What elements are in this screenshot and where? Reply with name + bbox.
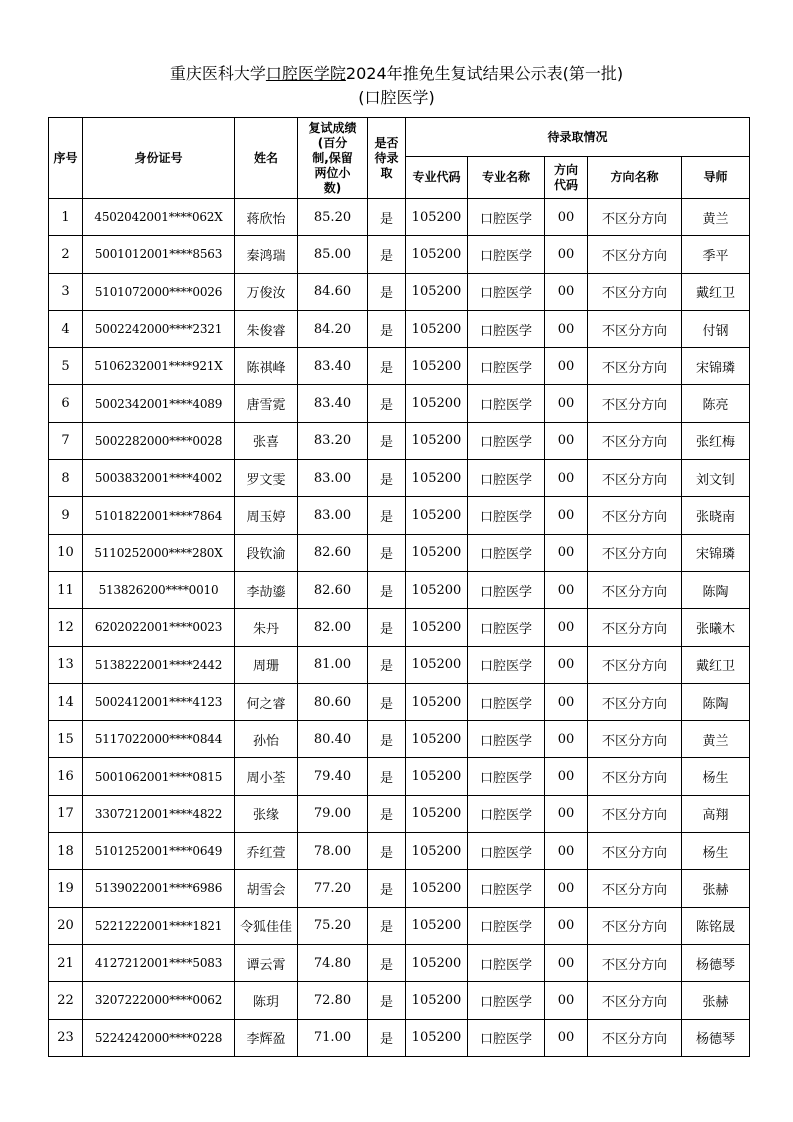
cell-pending: 是 xyxy=(368,870,406,907)
header-dir-code-line: 代码 xyxy=(553,177,578,192)
cell-id: 5002342001****4089 xyxy=(83,385,235,422)
title-suffix: 2024年推免生复试结果公示表(第一批) xyxy=(345,64,624,83)
cell-major-code: 105200 xyxy=(406,422,468,459)
cell-dir-name: 不区分方向 xyxy=(588,758,682,795)
cell-seq: 2 xyxy=(49,236,83,273)
cell-seq: 18 xyxy=(49,833,83,870)
cell-tutor: 刘文钊 xyxy=(682,460,750,497)
cell-pending: 是 xyxy=(368,422,406,459)
cell-major-code: 105200 xyxy=(406,497,468,534)
cell-dir-code: 00 xyxy=(545,273,588,310)
cell-pending: 是 xyxy=(368,460,406,497)
cell-pending: 是 xyxy=(368,646,406,683)
cell-name: 蒋欣怡 xyxy=(235,199,298,236)
cell-dir-name: 不区分方向 xyxy=(588,833,682,870)
cell-major-name: 口腔医学 xyxy=(468,199,545,236)
cell-seq: 20 xyxy=(49,907,83,944)
cell-dir-name: 不区分方向 xyxy=(588,236,682,273)
cell-seq: 13 xyxy=(49,646,83,683)
cell-dir-code: 00 xyxy=(545,497,588,534)
cell-tutor: 张晓南 xyxy=(682,497,750,534)
cell-major-code: 105200 xyxy=(406,833,468,870)
cell-seq: 17 xyxy=(49,795,83,832)
cell-major-name: 口腔医学 xyxy=(468,236,545,273)
header-pending-line: 待录 xyxy=(374,150,399,165)
cell-dir-code: 00 xyxy=(545,795,588,832)
cell-dir-code: 00 xyxy=(545,310,588,347)
header-score-line: 制,保留 xyxy=(312,150,353,165)
cell-major-name: 口腔医学 xyxy=(468,982,545,1019)
cell-seq: 22 xyxy=(49,982,83,1019)
header-score-line: 数) xyxy=(323,180,342,195)
header-major-name: 专业名称 xyxy=(468,157,545,199)
cell-pending: 是 xyxy=(368,310,406,347)
cell-id: 5221222001****1821 xyxy=(83,907,235,944)
table-row xyxy=(49,497,750,534)
cell-tutor: 付钢 xyxy=(682,310,750,347)
cell-tutor: 陈亮 xyxy=(682,385,750,422)
cell-major-code: 105200 xyxy=(406,870,468,907)
cell-major-code: 105200 xyxy=(406,907,468,944)
cell-score: 75.20 xyxy=(298,907,368,944)
cell-pending: 是 xyxy=(368,385,406,422)
cell-id: 513826200****0010 xyxy=(83,571,235,608)
table-row xyxy=(49,721,750,758)
cell-pending: 是 xyxy=(368,236,406,273)
table-row xyxy=(49,385,750,422)
cell-seq: 15 xyxy=(49,721,83,758)
cell-dir-code: 00 xyxy=(545,907,588,944)
cell-tutor: 高翔 xyxy=(682,795,750,832)
cell-dir-code: 00 xyxy=(545,422,588,459)
cell-score: 82.60 xyxy=(298,534,368,571)
cell-tutor: 黄兰 xyxy=(682,199,750,236)
cell-dir-code: 00 xyxy=(545,1019,588,1056)
cell-major-name: 口腔医学 xyxy=(468,348,545,385)
header-dir-code-line: 方向 xyxy=(553,162,578,177)
cell-name: 周小荃 xyxy=(235,758,298,795)
cell-id: 5117022000****0844 xyxy=(83,721,235,758)
table-row xyxy=(49,609,750,646)
table-row xyxy=(49,795,750,832)
cell-score: 71.00 xyxy=(298,1019,368,1056)
header-score-line: (百分 xyxy=(317,135,348,150)
cell-major-code: 105200 xyxy=(406,721,468,758)
cell-id: 5224242000****0228 xyxy=(83,1019,235,1056)
cell-id: 5101072000****0026 xyxy=(83,273,235,310)
cell-dir-name: 不区分方向 xyxy=(588,385,682,422)
cell-tutor: 杨生 xyxy=(682,833,750,870)
cell-major-name: 口腔医学 xyxy=(468,609,545,646)
page-title xyxy=(0,64,793,84)
cell-dir-name: 不区分方向 xyxy=(588,870,682,907)
cell-tutor: 戴红卫 xyxy=(682,646,750,683)
cell-tutor: 陈铭晟 xyxy=(682,907,750,944)
cell-dir-name: 不区分方向 xyxy=(588,534,682,571)
cell-name: 段钦渝 xyxy=(235,534,298,571)
cell-score: 79.00 xyxy=(298,795,368,832)
cell-name: 唐雪霓 xyxy=(235,385,298,422)
header-id: 身份证号 xyxy=(83,118,235,199)
table-row xyxy=(49,982,750,1019)
cell-dir-code: 00 xyxy=(545,870,588,907)
cell-major-name: 口腔医学 xyxy=(468,1019,545,1056)
cell-tutor: 陈陶 xyxy=(682,571,750,608)
cell-tutor: 张曦木 xyxy=(682,609,750,646)
cell-pending: 是 xyxy=(368,199,406,236)
cell-pending: 是 xyxy=(368,795,406,832)
cell-name: 周玉婷 xyxy=(235,497,298,534)
cell-id: 5001012001****8563 xyxy=(83,236,235,273)
cell-dir-name: 不区分方向 xyxy=(588,795,682,832)
cell-pending: 是 xyxy=(368,982,406,1019)
table-row xyxy=(49,348,750,385)
cell-seq: 11 xyxy=(49,571,83,608)
cell-major-name: 口腔医学 xyxy=(468,385,545,422)
table-row xyxy=(49,907,750,944)
cell-name: 朱俊睿 xyxy=(235,310,298,347)
cell-major-code: 105200 xyxy=(406,571,468,608)
cell-dir-code: 00 xyxy=(545,534,588,571)
cell-dir-code: 00 xyxy=(545,944,588,981)
cell-tutor: 陈陶 xyxy=(682,683,750,720)
cell-tutor: 张赫 xyxy=(682,870,750,907)
cell-seq: 10 xyxy=(49,534,83,571)
cell-score: 84.60 xyxy=(298,273,368,310)
table-row xyxy=(49,683,750,720)
cell-major-name: 口腔医学 xyxy=(468,273,545,310)
cell-id: 5001062001****0815 xyxy=(83,758,235,795)
cell-dir-code: 00 xyxy=(545,609,588,646)
cell-dir-name: 不区分方向 xyxy=(588,460,682,497)
cell-id: 5003832001****4002 xyxy=(83,460,235,497)
cell-score: 83.20 xyxy=(298,422,368,459)
cell-dir-name: 不区分方向 xyxy=(588,646,682,683)
cell-name: 秦鸿瑞 xyxy=(235,236,298,273)
cell-name: 令狐佳佳 xyxy=(235,907,298,944)
cell-name: 朱丹 xyxy=(235,609,298,646)
cell-name: 孙怡 xyxy=(235,721,298,758)
cell-tutor: 张赫 xyxy=(682,982,750,1019)
cell-id: 3207222000****0062 xyxy=(83,982,235,1019)
cell-score: 80.40 xyxy=(298,721,368,758)
cell-pending: 是 xyxy=(368,609,406,646)
cell-major-code: 105200 xyxy=(406,385,468,422)
cell-score: 80.60 xyxy=(298,683,368,720)
table-row xyxy=(49,534,750,571)
table-row xyxy=(49,646,750,683)
header-seq: 序号 xyxy=(49,118,83,199)
cell-score: 83.00 xyxy=(298,460,368,497)
cell-dir-name: 不区分方向 xyxy=(588,1019,682,1056)
cell-dir-name: 不区分方向 xyxy=(588,609,682,646)
cell-score: 72.80 xyxy=(298,982,368,1019)
cell-score: 83.40 xyxy=(298,348,368,385)
cell-seq: 1 xyxy=(49,199,83,236)
cell-name: 周珊 xyxy=(235,646,298,683)
cell-dir-code: 00 xyxy=(545,683,588,720)
cell-major-code: 105200 xyxy=(406,460,468,497)
header-pending-line: 是否 xyxy=(374,135,399,150)
cell-seq: 16 xyxy=(49,758,83,795)
header-score-line: 复试成绩 xyxy=(308,120,357,135)
cell-major-code: 105200 xyxy=(406,236,468,273)
cell-major-name: 口腔医学 xyxy=(468,571,545,608)
cell-pending: 是 xyxy=(368,571,406,608)
header-pending-line: 取 xyxy=(380,165,393,180)
cell-major-name: 口腔医学 xyxy=(468,795,545,832)
cell-seq: 3 xyxy=(49,273,83,310)
page-subtitle: (口腔医学) xyxy=(358,88,435,107)
cell-seq: 12 xyxy=(49,609,83,646)
cell-dir-name: 不区分方向 xyxy=(588,199,682,236)
cell-id: 5002412001****4123 xyxy=(83,683,235,720)
cell-name: 谭云霄 xyxy=(235,944,298,981)
table-row xyxy=(49,273,750,310)
cell-major-name: 口腔医学 xyxy=(468,870,545,907)
cell-pending: 是 xyxy=(368,944,406,981)
cell-major-code: 105200 xyxy=(406,348,468,385)
cell-name: 李劼鎏 xyxy=(235,571,298,608)
cell-major-code: 105200 xyxy=(406,982,468,1019)
cell-seq: 7 xyxy=(49,422,83,459)
cell-tutor: 张红梅 xyxy=(682,422,750,459)
cell-dir-name: 不区分方向 xyxy=(588,273,682,310)
table-row xyxy=(49,571,750,608)
cell-major-name: 口腔医学 xyxy=(468,758,545,795)
cell-score: 78.00 xyxy=(298,833,368,870)
cell-tutor: 杨德琴 xyxy=(682,944,750,981)
table-row xyxy=(49,460,750,497)
header-score-line: 两位小 xyxy=(314,165,351,180)
cell-tutor: 杨德琴 xyxy=(682,1019,750,1056)
table-row xyxy=(49,833,750,870)
cell-tutor: 季平 xyxy=(682,236,750,273)
cell-tutor: 黄兰 xyxy=(682,721,750,758)
cell-score: 84.20 xyxy=(298,310,368,347)
header-group: 待录取情况 xyxy=(406,118,750,157)
cell-name: 张喜 xyxy=(235,422,298,459)
cell-major-name: 口腔医学 xyxy=(468,833,545,870)
cell-id: 5139022001****6986 xyxy=(83,870,235,907)
cell-major-code: 105200 xyxy=(406,944,468,981)
cell-major-name: 口腔医学 xyxy=(468,310,545,347)
table-row xyxy=(49,199,750,236)
cell-score: 74.80 xyxy=(298,944,368,981)
cell-dir-name: 不区分方向 xyxy=(588,310,682,347)
cell-major-code: 105200 xyxy=(406,758,468,795)
cell-name: 乔红萱 xyxy=(235,833,298,870)
results-table-body xyxy=(49,199,750,1057)
cell-id: 5002282000****0028 xyxy=(83,422,235,459)
cell-major-name: 口腔医学 xyxy=(468,460,545,497)
cell-major-code: 105200 xyxy=(406,795,468,832)
cell-pending: 是 xyxy=(368,683,406,720)
cell-name: 胡雪会 xyxy=(235,870,298,907)
cell-id: 5002242000****2321 xyxy=(83,310,235,347)
cell-dir-name: 不区分方向 xyxy=(588,683,682,720)
cell-score: 83.00 xyxy=(298,497,368,534)
table-row xyxy=(49,758,750,795)
cell-tutor: 宋锦璘 xyxy=(682,534,750,571)
cell-dir-name: 不区分方向 xyxy=(588,571,682,608)
cell-score: 82.00 xyxy=(298,609,368,646)
cell-tutor: 宋锦璘 xyxy=(682,348,750,385)
cell-major-code: 105200 xyxy=(406,310,468,347)
cell-pending: 是 xyxy=(368,833,406,870)
header-tutor: 导师 xyxy=(682,157,750,199)
header-dir-name: 方向名称 xyxy=(588,157,682,199)
cell-name: 何之睿 xyxy=(235,683,298,720)
cell-dir-name: 不区分方向 xyxy=(588,982,682,1019)
header-dir-code xyxy=(545,157,588,199)
cell-pending: 是 xyxy=(368,721,406,758)
cell-dir-name: 不区分方向 xyxy=(588,907,682,944)
cell-score: 81.00 xyxy=(298,646,368,683)
cell-dir-code: 00 xyxy=(545,571,588,608)
cell-id: 5110252000****280X xyxy=(83,534,235,571)
cell-dir-name: 不区分方向 xyxy=(588,721,682,758)
cell-dir-code: 00 xyxy=(545,646,588,683)
cell-major-name: 口腔医学 xyxy=(468,721,545,758)
cell-major-code: 105200 xyxy=(406,199,468,236)
cell-seq: 5 xyxy=(49,348,83,385)
cell-seq: 14 xyxy=(49,683,83,720)
cell-major-code: 105200 xyxy=(406,646,468,683)
cell-dir-code: 00 xyxy=(545,348,588,385)
cell-pending: 是 xyxy=(368,273,406,310)
cell-dir-name: 不区分方向 xyxy=(588,422,682,459)
cell-seq: 9 xyxy=(49,497,83,534)
cell-dir-code: 00 xyxy=(545,385,588,422)
cell-seq: 6 xyxy=(49,385,83,422)
cell-score: 77.20 xyxy=(298,870,368,907)
cell-id: 4127212001****5083 xyxy=(83,944,235,981)
cell-name: 万俊汝 xyxy=(235,273,298,310)
cell-id: 5101822001****7864 xyxy=(83,497,235,534)
cell-name: 李辉盈 xyxy=(235,1019,298,1056)
cell-score: 85.20 xyxy=(298,199,368,236)
cell-major-name: 口腔医学 xyxy=(468,534,545,571)
cell-pending: 是 xyxy=(368,907,406,944)
cell-dir-code: 00 xyxy=(545,199,588,236)
cell-pending: 是 xyxy=(368,1019,406,1056)
cell-id: 5106232001****921X xyxy=(83,348,235,385)
cell-dir-name: 不区分方向 xyxy=(588,348,682,385)
cell-tutor: 杨生 xyxy=(682,758,750,795)
table-row xyxy=(49,1019,750,1056)
cell-seq: 23 xyxy=(49,1019,83,1056)
table-row xyxy=(49,870,750,907)
cell-dir-code: 00 xyxy=(545,982,588,1019)
cell-score: 85.00 xyxy=(298,236,368,273)
cell-dir-name: 不区分方向 xyxy=(588,944,682,981)
cell-major-code: 105200 xyxy=(406,1019,468,1056)
table-row xyxy=(49,422,750,459)
cell-pending: 是 xyxy=(368,348,406,385)
cell-seq: 8 xyxy=(49,460,83,497)
cell-dir-name: 不区分方向 xyxy=(588,497,682,534)
cell-dir-code: 00 xyxy=(545,236,588,273)
cell-id: 5101252001****0649 xyxy=(83,833,235,870)
results-table xyxy=(48,117,750,1057)
cell-seq: 19 xyxy=(49,870,83,907)
cell-seq: 21 xyxy=(49,944,83,981)
table-row xyxy=(49,310,750,347)
cell-pending: 是 xyxy=(368,758,406,795)
cell-tutor: 戴红卫 xyxy=(682,273,750,310)
cell-score: 79.40 xyxy=(298,758,368,795)
cell-major-code: 105200 xyxy=(406,609,468,646)
cell-major-code: 105200 xyxy=(406,683,468,720)
header-pending xyxy=(368,118,406,199)
cell-pending: 是 xyxy=(368,534,406,571)
cell-seq: 4 xyxy=(49,310,83,347)
cell-score: 83.40 xyxy=(298,385,368,422)
cell-major-name: 口腔医学 xyxy=(468,683,545,720)
table-row xyxy=(49,944,750,981)
cell-dir-code: 00 xyxy=(545,721,588,758)
cell-id: 5138222001****2442 xyxy=(83,646,235,683)
cell-major-code: 105200 xyxy=(406,273,468,310)
header-name: 姓名 xyxy=(235,118,298,199)
cell-name: 陈玥 xyxy=(235,982,298,1019)
cell-id: 6202022001****0023 xyxy=(83,609,235,646)
cell-major-code: 105200 xyxy=(406,534,468,571)
cell-id: 3307212001****4822 xyxy=(83,795,235,832)
cell-pending: 是 xyxy=(368,497,406,534)
title-college: 口腔医学院 xyxy=(265,64,346,83)
cell-name: 张缘 xyxy=(235,795,298,832)
table-row xyxy=(49,236,750,273)
cell-name: 陈祺峰 xyxy=(235,348,298,385)
cell-major-name: 口腔医学 xyxy=(468,944,545,981)
cell-major-name: 口腔医学 xyxy=(468,646,545,683)
cell-dir-code: 00 xyxy=(545,758,588,795)
cell-name: 罗文雯 xyxy=(235,460,298,497)
cell-major-name: 口腔医学 xyxy=(468,497,545,534)
header-major-code: 专业代码 xyxy=(406,157,468,199)
cell-dir-code: 00 xyxy=(545,833,588,870)
cell-id: 4502042001****062X xyxy=(83,199,235,236)
cell-dir-code: 00 xyxy=(545,460,588,497)
cell-score: 82.60 xyxy=(298,571,368,608)
title-prefix: 重庆医科大学 xyxy=(169,64,266,83)
cell-major-name: 口腔医学 xyxy=(468,907,545,944)
header-score xyxy=(298,118,368,199)
cell-major-name: 口腔医学 xyxy=(468,422,545,459)
